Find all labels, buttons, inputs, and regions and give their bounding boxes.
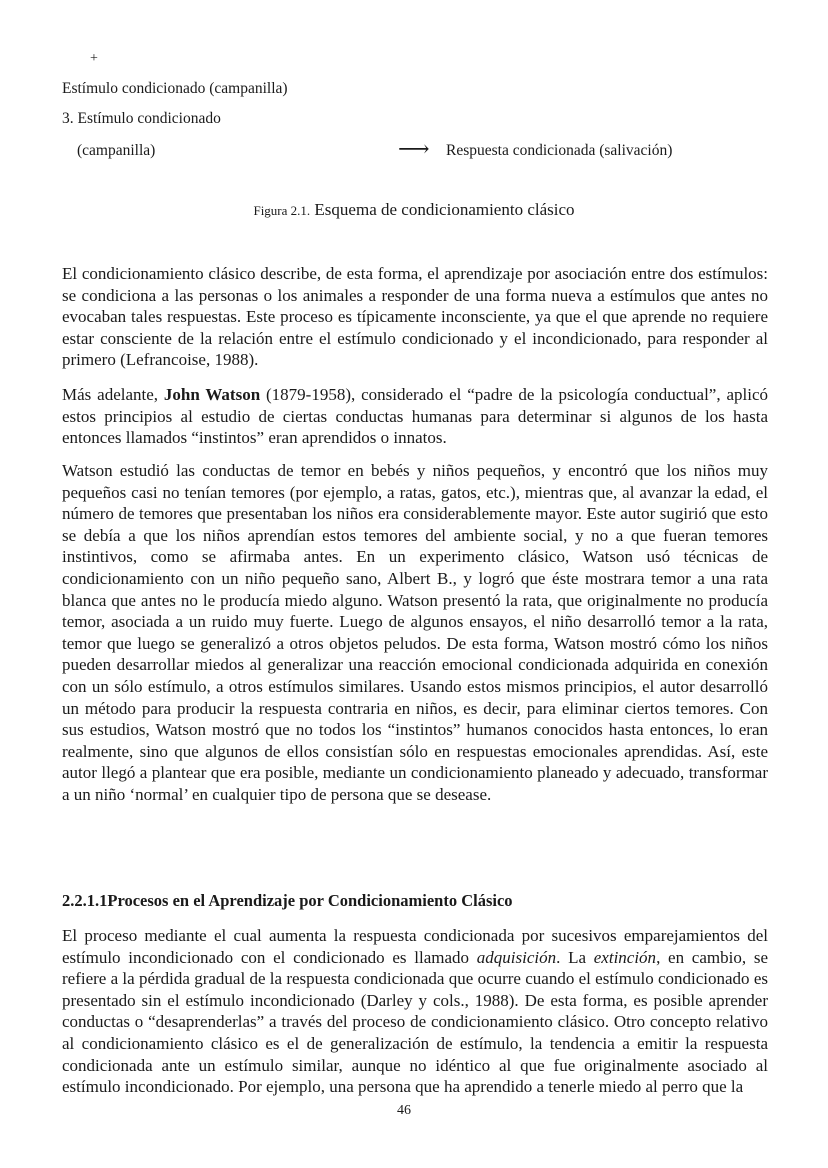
paragraph-text: , en cambio, se refiere a la pérdida gradual de la respuesta condicionada que ocurre cuando el estímulo condicionado es presentado sin el estímulo incondicionado (Darley y cols., 1988). De esta forma, es posible aprender conductas o “desaprenderlas” a través del proceso de condicionamiento clásico. Otro concepto relativo al condicionamiento clásico es el de generalización de estímulo, la tendencia a emitir la respuesta condicionada ante un estímulo similar, aunque no idéntico al que fue originalmente asociado al estímulo incondicionado. Por ejemplo, una persona que ha aprendido a tenerle miedo al perro que la: [62, 947, 768, 1097]
paragraph-processes: [62, 925, 768, 1098]
paragraph-watson-study: Watson estudió las conductas de temor en bebés y niños pequeños, y encontró que los niños muy pequeños casi no tenían temores (por ejemplo, a ratas, gatos, etc.), mientras que, al avanzar la edad, el número de temores que presentaban los niños era considerablemente mayor. Este autor sugirió que esto se debía a que los niños aprendían estos temores del ambiente social, y no a que fueran temores instintivos, como se afirmaba antes. En un experimento clásico, Watson usó técnicas de condicionamiento con un niño pequeño sano, Albert B., y logró que éste mostrara temor a una rata blanca que antes no le producía miedo alguno. Watson presentó la rata, que originalmente no producía temor, asociada a un ruido muy fuerte. Luego de algunos ensayos, el niño desarrolló temor a la rata, temor que luego se generalizó a otros objetos peludos. De esta forma, Watson mostró cómo los niños pueden desarrollar miedos al generalizar una reacción emocional condicionada adquirida en conexión con un sólo estímulo, a otros estímulos similares. Usando estos mismos principios, el autor desarrolló un método para producir la respuesta contraria en niños, es decir, para eliminar ciertos temores. Con sus estudios, Watson mostró que no todos los “instintos” humanos conocidos hasta entonces, lo eran realmente, sino que algunos de ellos consistían sólo en respuestas emocionales aprendidas. Así, este autor llegó a plantear que era posible, mediante un condicionamiento planeado y adecuado, transformar a un niño ‘normal’ en cualquier tipo de persona que se desease.: [62, 461, 768, 804]
figure-caption: [0, 200, 828, 220]
step3-stimulus-label: 3. Estímulo condicionado: [62, 110, 221, 127]
conditioned-response-label: Respuesta condicionada (salivación): [446, 142, 673, 159]
paragraph-john-watson: [62, 384, 768, 449]
paragraph-classical-conditioning: El condicionamiento clásico describe, de esta forma, el aprendizaje por asociación entre dos estímulos: se condiciona a las personas o los animales a responder de una forma nueva a estímulos que antes no evocaban tales respuestas. Este proceso es típicamente inconsciente, ya que el que aprende no requiere estar consciente de la relación entre el estímulo condicionado y el incondicionado, para responder al primero (Lefrancoise, 1988).: [62, 264, 768, 370]
term-extinction: extinción: [593, 947, 657, 967]
paragraph-text: . La: [556, 947, 594, 967]
step3-stimulus-sublabel: (campanilla): [77, 142, 156, 159]
term-acquisition: adquisición: [476, 947, 557, 967]
figure-caption-title: Esquema de condicionamiento clásico: [310, 200, 575, 219]
paragraph-text: El proceso mediante el cual aumenta la respuesta condicionada por sucesivos emparejamientos del estímulo incondicionado con el condicionado es llamado: [62, 926, 768, 967]
page-number: 46: [397, 1103, 411, 1118]
figure-caption-label: Figura 2.1.: [253, 203, 311, 218]
author-name-bold: John Watson: [163, 385, 261, 404]
section-heading: 2.2.1.1Procesos en el Aprendizaje por Condicionamiento Clásico: [62, 891, 513, 910]
plus-sign: +: [90, 51, 98, 66]
conditioned-stimulus-label: Estímulo condicionado (campanilla): [62, 80, 288, 97]
paragraph-text: Más adelante,: [62, 385, 164, 404]
right-arrow-icon: ⟶: [398, 136, 430, 161]
paragraph-text: (1879-1958), considerado el “padre de la psicología conductual”, aplicó estos principios al estudio de ciertas conductas humanas para determinar si algunos de los hasta entonces llamados “instintos” eran aprendidos o innatos.: [62, 385, 768, 448]
